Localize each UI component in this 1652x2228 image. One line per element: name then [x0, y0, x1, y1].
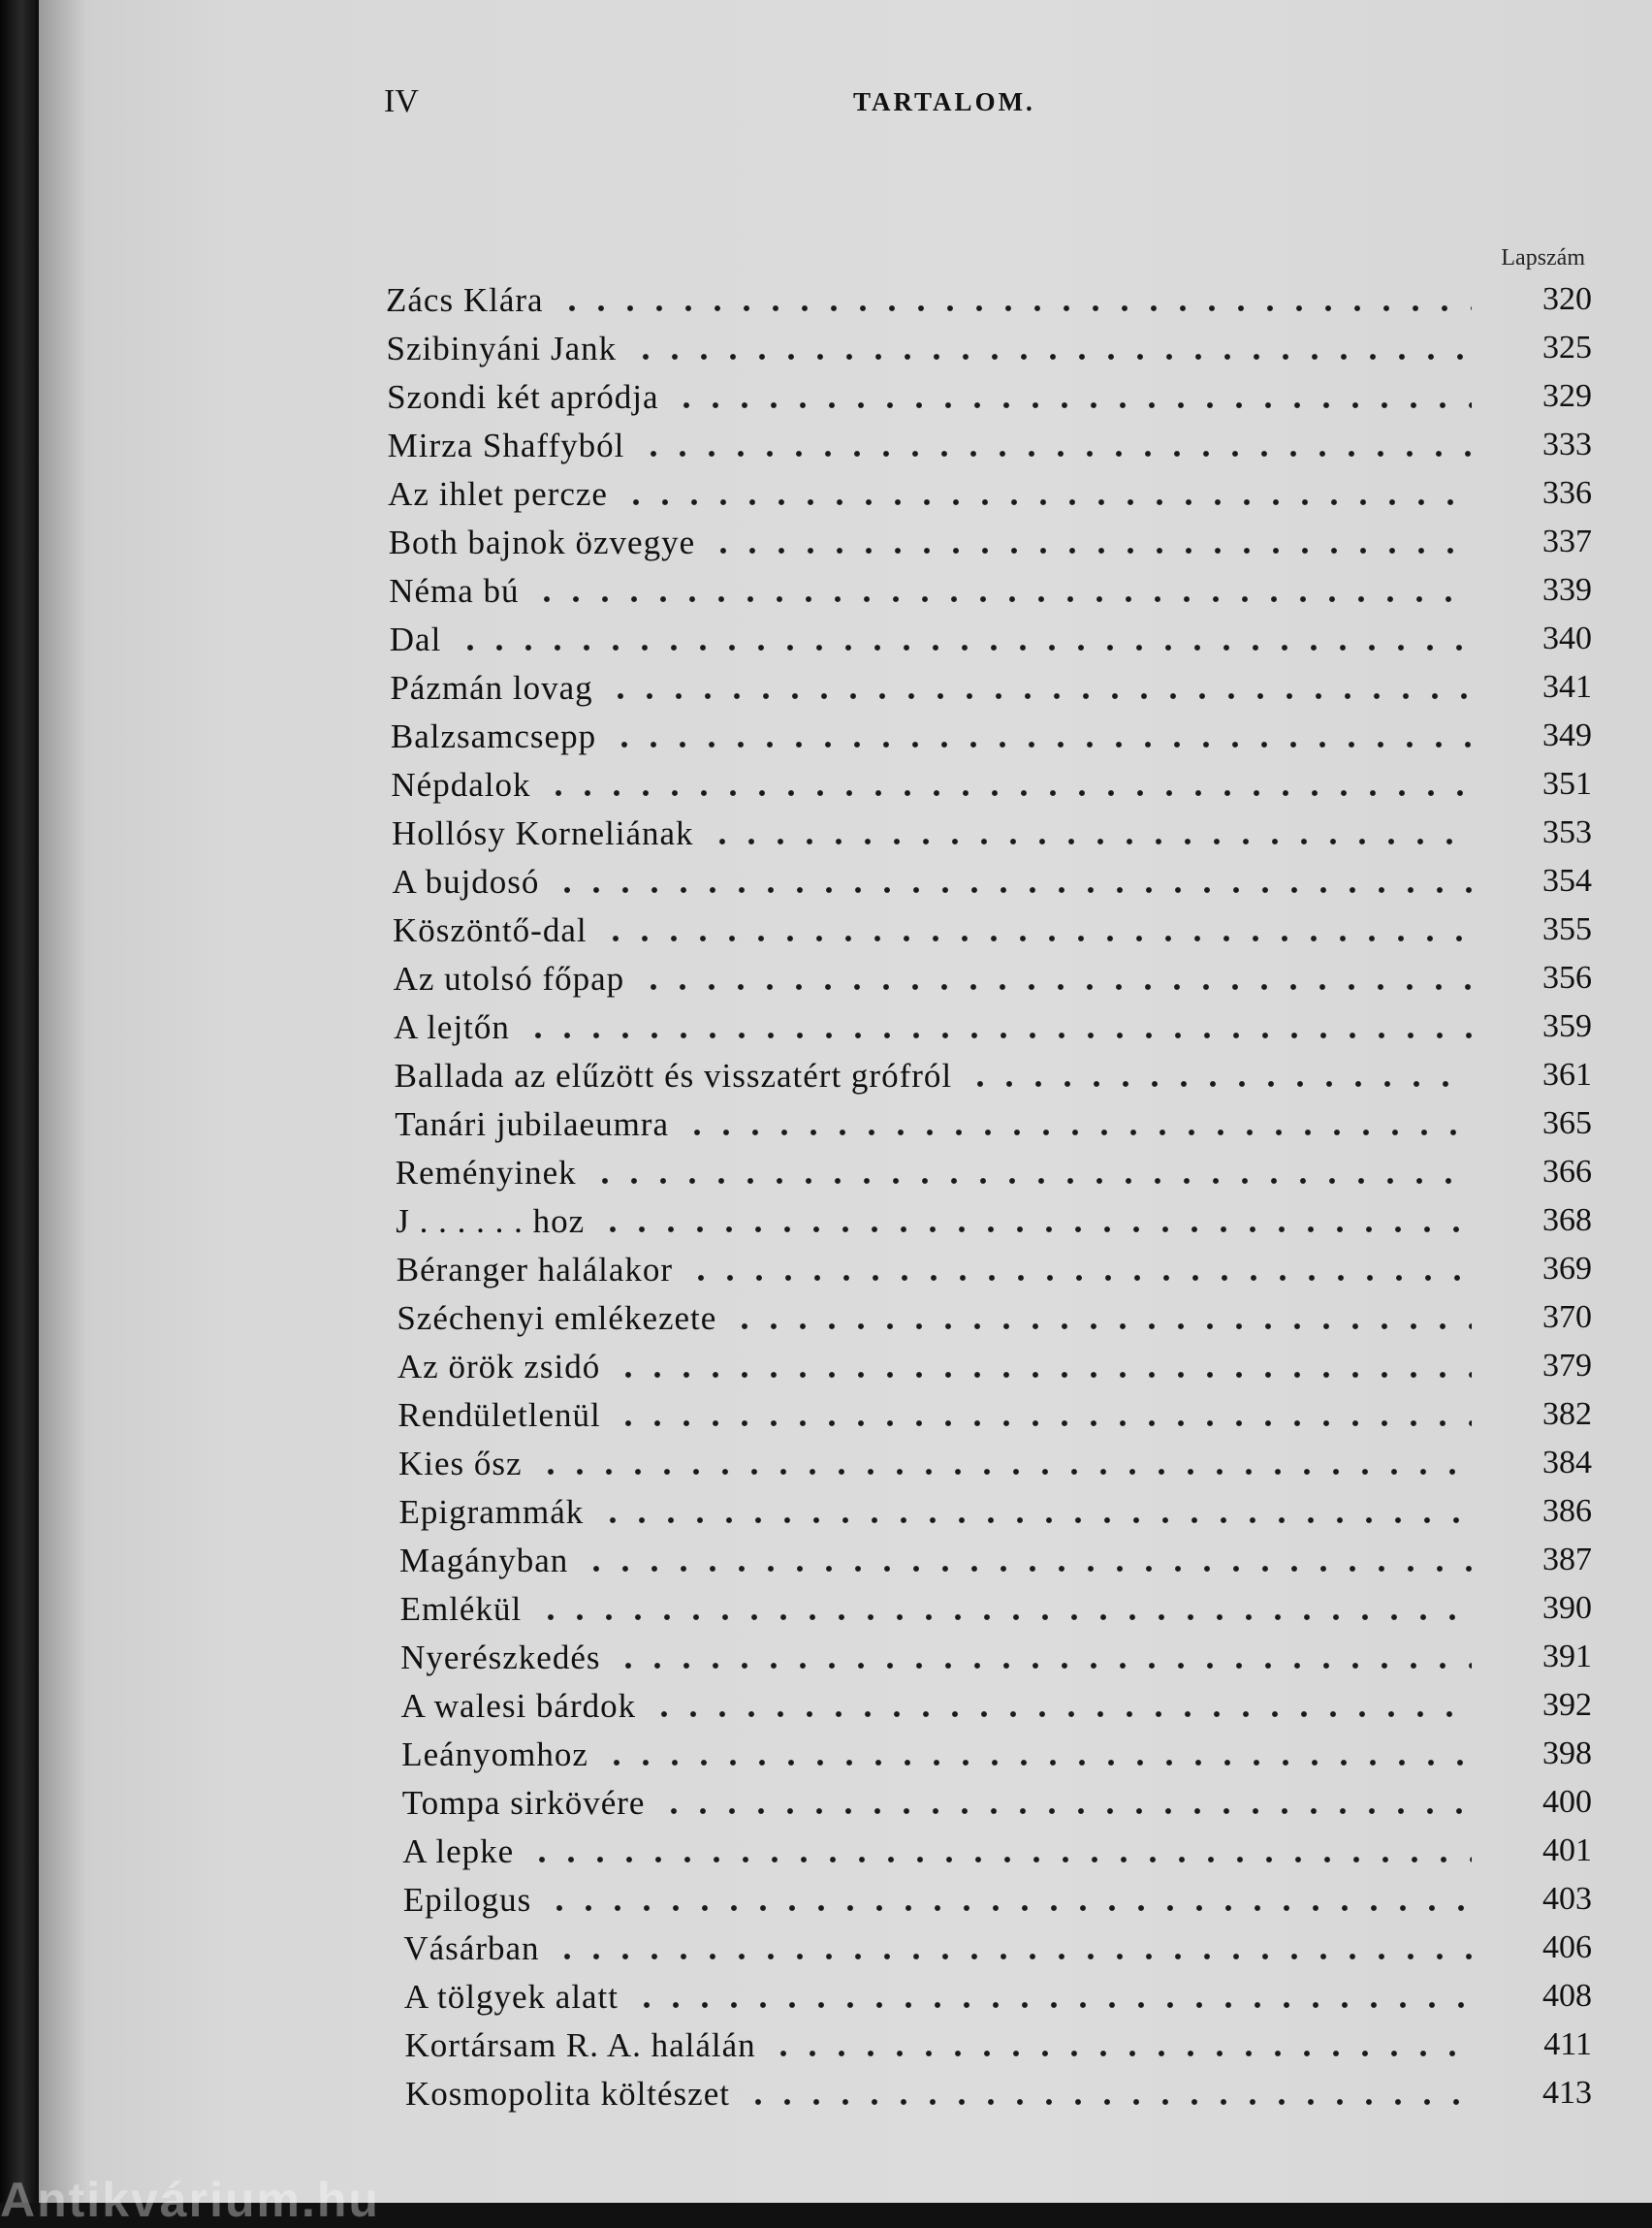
- toc-entry-page: 369: [1542, 1251, 1592, 1287]
- toc-entry-title: Az ihlet percze: [388, 475, 608, 513]
- toc-dot-leader: [672, 376, 1472, 415]
- toc-dot-leader: [532, 570, 1472, 609]
- toc-dot-leader: [708, 812, 1472, 851]
- toc-entry-title: Tanári jubilaeumra: [395, 1105, 669, 1143]
- toc-entry-page: 391: [1542, 1639, 1592, 1674]
- toc-dot-leader: [606, 667, 1472, 706]
- toc-entry-title: Emlékül: [399, 1590, 523, 1628]
- toc-dot-leader: [621, 473, 1472, 512]
- toc-entry-page: 359: [1542, 1008, 1592, 1044]
- toc-entry: [39, 2024, 1652, 2073]
- toc-entry-page: 366: [1542, 1154, 1592, 1190]
- toc-entry-page: 354: [1542, 863, 1592, 899]
- toc-entry-title: J . . . . . . hoz: [396, 1202, 586, 1240]
- toc-entry-page: 370: [1542, 1299, 1592, 1335]
- toc-entry-page: 390: [1542, 1590, 1592, 1626]
- toc-entry-title: Vásárban: [403, 1929, 540, 1967]
- toc-entry: [39, 473, 1652, 522]
- toc-entry: [39, 764, 1652, 812]
- toc-entry-title: Dal: [389, 621, 442, 658]
- toc-entry-page: 408: [1542, 1978, 1592, 2014]
- toc-dot-leader: [456, 619, 1472, 657]
- toc-dot-leader: [769, 2024, 1472, 2063]
- toc-dot-leader: [683, 1103, 1472, 1142]
- toc-entry: [39, 522, 1652, 570]
- table-of-contents: [39, 279, 1652, 2121]
- toc-entry: [39, 1637, 1652, 1685]
- toc-entry: [39, 667, 1652, 716]
- toc-entry-title: Mirza Shaffyból: [387, 427, 625, 464]
- toc-entry-page: 379: [1542, 1348, 1592, 1384]
- toc-entry-title: Az utolsó főpap: [393, 960, 625, 998]
- toc-entry-title: Tompa sirkövére: [401, 1784, 646, 1822]
- toc-dot-leader: [686, 1249, 1472, 1288]
- toc-entry: [39, 861, 1652, 909]
- toc-entry-page: 386: [1542, 1493, 1592, 1529]
- toc-entry-page: 340: [1542, 621, 1592, 656]
- toc-entry: [39, 1685, 1652, 1734]
- toc-entry: [39, 1249, 1652, 1297]
- toc-entry: [39, 716, 1652, 764]
- toc-dot-leader: [598, 1491, 1472, 1530]
- toc-entry: [39, 1588, 1652, 1637]
- toc-entry: [39, 958, 1652, 1006]
- toc-entry: [39, 1540, 1652, 1588]
- book-page: [39, 0, 1652, 2203]
- toc-entry: [39, 1734, 1652, 1782]
- watermark: Antikvárium.hu: [0, 2173, 380, 2227]
- toc-entry-page: 382: [1542, 1396, 1592, 1432]
- toc-dot-leader: [709, 522, 1472, 560]
- toc-dot-leader: [610, 716, 1472, 754]
- toc-entry-title: Népdalok: [391, 766, 531, 804]
- toc-entry: [39, 1346, 1652, 1394]
- toc-entry: [39, 1927, 1652, 1976]
- toc-entry-page: 356: [1542, 960, 1592, 996]
- toc-entry-page: 400: [1542, 1784, 1592, 1820]
- toc-entry-page: 361: [1542, 1057, 1592, 1093]
- toc-entry-title: Balzsamcsepp: [390, 717, 597, 755]
- toc-dot-leader: [650, 1685, 1472, 1724]
- toc-entry: [39, 1443, 1652, 1491]
- toc-entry-page: 355: [1542, 911, 1592, 947]
- toc-entry-title: Rendületlenül: [397, 1396, 601, 1434]
- toc-entry: [39, 1103, 1652, 1152]
- toc-entry: [39, 1976, 1652, 2024]
- toc-entry-title: Kosmopolita költészet: [405, 2075, 730, 2113]
- toc-entry-title: Epilogus: [402, 1881, 532, 1919]
- toc-dot-leader: [659, 1782, 1472, 1821]
- toc-entry-page: 387: [1542, 1542, 1592, 1577]
- toc-dot-leader: [598, 1200, 1472, 1239]
- toc-entry-title: Epigrammák: [398, 1493, 585, 1531]
- toc-dot-leader: [557, 279, 1472, 318]
- page-header: [39, 83, 1652, 122]
- toc-entry-title: Nyerészkedés: [400, 1639, 601, 1676]
- toc-entry-page: 406: [1542, 1929, 1592, 1965]
- toc-entry: [39, 1200, 1652, 1249]
- toc-dot-leader: [553, 1927, 1472, 1966]
- toc-entry: [39, 812, 1652, 861]
- toc-dot-leader: [639, 425, 1472, 463]
- toc-dot-leader: [582, 1540, 1472, 1578]
- toc-entry-page: 384: [1542, 1445, 1592, 1480]
- toc-dot-leader: [524, 1006, 1472, 1045]
- toc-entry-page: 401: [1542, 1832, 1592, 1868]
- page-column-label: Lapszám: [1501, 245, 1585, 271]
- book-spine-edge: [0, 0, 39, 2203]
- toc-entry-title: Ballada az elűzött és visszatért grófról: [394, 1057, 953, 1095]
- toc-entry: [39, 1782, 1652, 1830]
- toc-entry-page: 329: [1542, 378, 1592, 414]
- toc-entry-title: Hollósy Korneliának: [391, 814, 694, 852]
- toc-entry-page: 349: [1542, 717, 1592, 753]
- toc-entry-title: Zács Klára: [386, 281, 544, 319]
- toc-entry: [39, 1297, 1652, 1346]
- toc-entry-title: Leányomhoz: [401, 1735, 588, 1773]
- toc-entry-page: 413: [1542, 2075, 1592, 2111]
- page-title: TARTALOM.: [853, 87, 1035, 116]
- toc-entry-title: Szibinyáni Jank: [386, 330, 618, 367]
- toc-entry-title: Az örök zsidó: [397, 1348, 601, 1385]
- toc-entry-page: 337: [1542, 524, 1592, 559]
- toc-entry: [39, 1394, 1652, 1443]
- toc-entry-page: 365: [1542, 1105, 1592, 1141]
- toc-dot-leader: [631, 328, 1472, 366]
- toc-entry-page: 351: [1542, 766, 1592, 802]
- toc-entry-page: 341: [1542, 669, 1592, 705]
- toc-dot-leader: [639, 958, 1472, 997]
- toc-dot-leader: [614, 1394, 1472, 1433]
- toc-entry-page: 333: [1542, 427, 1592, 462]
- toc-entry-title: A bujdosó: [392, 863, 540, 901]
- toc-entry-title: A lepke: [402, 1832, 515, 1870]
- toc-entry: [39, 425, 1652, 473]
- toc-entry-page: 398: [1542, 1735, 1592, 1771]
- toc-entry-title: A walesi bárdok: [400, 1687, 637, 1725]
- toc-dot-leader: [545, 1879, 1472, 1918]
- toc-entry-title: Both bajnok özvegye: [388, 524, 696, 561]
- toc-entry-title: Kies ősz: [397, 1445, 523, 1482]
- toc-entry-title: Kortársam R. A. halálán: [404, 2026, 756, 2064]
- toc-entry-title: A tölgyek alatt: [403, 1978, 619, 2016]
- toc-entry-page: 339: [1542, 572, 1592, 608]
- toc-entry: [39, 2073, 1652, 2121]
- toc-dot-leader: [590, 1152, 1472, 1191]
- toc-entry-page: 353: [1542, 814, 1592, 850]
- toc-dot-leader: [536, 1443, 1472, 1481]
- toc-entry: [39, 328, 1652, 376]
- toc-entry-title: Köszöntő-dal: [393, 911, 588, 949]
- toc-entry-page: 336: [1542, 475, 1592, 511]
- toc-entry-page: 320: [1542, 281, 1592, 317]
- toc-dot-leader: [966, 1055, 1472, 1094]
- toc-dot-leader: [632, 1976, 1472, 2015]
- toc-entry-title: Pázmán lovag: [390, 669, 593, 707]
- toc-entry-page: 325: [1542, 330, 1592, 366]
- toc-entry: [39, 1830, 1652, 1879]
- page-number: IV: [384, 83, 419, 119]
- toc-entry: [39, 1879, 1652, 1927]
- toc-entry-title: A lejtőn: [394, 1008, 510, 1046]
- toc-entry-title: Béranger halálakor: [396, 1251, 674, 1289]
- toc-entry-page: 392: [1542, 1687, 1592, 1723]
- toc-entry: [39, 570, 1652, 619]
- toc-dot-leader: [614, 1637, 1472, 1675]
- toc-dot-leader: [614, 1346, 1472, 1385]
- toc-entry: [39, 376, 1652, 425]
- toc-dot-leader: [544, 764, 1472, 803]
- toc-entry-title: Szondi két apródja: [387, 378, 659, 416]
- toc-dot-leader: [730, 1297, 1472, 1336]
- toc-entry: [39, 1491, 1652, 1540]
- toc-entry-title: Széchenyi emlékezete: [397, 1299, 717, 1337]
- toc-dot-leader: [602, 1734, 1472, 1772]
- toc-dot-leader: [553, 861, 1472, 900]
- toc-entry-title: Néma bú: [389, 572, 520, 610]
- toc-dot-leader: [744, 2073, 1472, 2112]
- toc-entry: [39, 1006, 1652, 1055]
- toc-entry: [39, 909, 1652, 958]
- toc-dot-leader: [536, 1588, 1472, 1627]
- toc-entry-page: 411: [1543, 2026, 1592, 2062]
- toc-entry-title: Reményinek: [395, 1154, 577, 1192]
- toc-dot-leader: [601, 909, 1472, 948]
- toc-entry-page: 403: [1542, 1881, 1592, 1917]
- toc-dot-leader: [527, 1830, 1472, 1869]
- toc-entry: [39, 619, 1652, 667]
- toc-entry: [39, 1055, 1652, 1103]
- toc-entry-title: Magányban: [399, 1542, 569, 1579]
- toc-entry: [39, 279, 1652, 328]
- toc-entry: [39, 1152, 1652, 1200]
- toc-entry-page: 368: [1542, 1202, 1592, 1238]
